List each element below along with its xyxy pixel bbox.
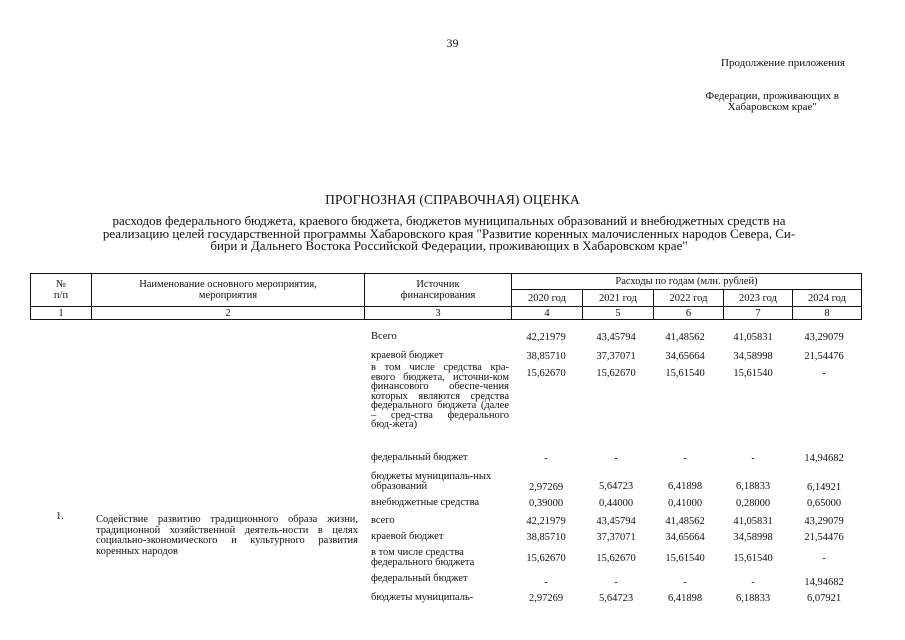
document-subtitle xyxy=(38,215,860,253)
col-name-header: Наименование основного мероприятия, мероприятия xyxy=(92,274,365,307)
value-2021: 37,37071 xyxy=(596,532,636,543)
funding-source: краевой бюджет xyxy=(371,350,444,361)
value-2022: - xyxy=(683,453,687,464)
document-title: ПРОГНОЗНАЯ (СПРАВОЧНАЯ) ОЦЕНКА xyxy=(325,192,580,207)
value-2024: 43,29079 xyxy=(804,332,844,343)
year-header: 2024 год xyxy=(793,290,862,307)
header-caption-line1: Федерации, проживающих в xyxy=(705,90,839,102)
value-2020: 15,62670 xyxy=(526,553,566,564)
value-2024: 6,14921 xyxy=(806,482,842,493)
value-2022: 41,48562 xyxy=(665,516,705,527)
value-2021: 37,37071 xyxy=(596,351,636,362)
funding-source: всего xyxy=(371,515,395,526)
value-2021: 43,45794 xyxy=(596,516,636,527)
value-2023: 6,18833 xyxy=(735,593,771,604)
value-2023: 15,61540 xyxy=(733,368,773,379)
value-2020: 0,39000 xyxy=(528,498,564,509)
value-2023: 41,05831 xyxy=(733,332,773,343)
year-header: 2021 год xyxy=(583,290,654,307)
column-number: 4 xyxy=(512,307,583,320)
value-2023: - xyxy=(751,453,755,464)
continuation-note: Продолжение приложения xyxy=(721,57,845,69)
funding-source: в том числе средства федерального бюджета xyxy=(371,547,475,568)
subtitle-line3: бири и Дальнего Востока Российской Федерации, проживающих в Хабаровском крае" xyxy=(210,238,688,253)
value-2021: 5,64723 xyxy=(598,481,634,492)
funding-source: Всего xyxy=(371,331,397,342)
funding-source: федеральный бюджет xyxy=(371,452,468,463)
year-header: 2023 год xyxy=(724,290,793,307)
value-2021: 15,62670 xyxy=(596,368,636,379)
value-2023: 15,61540 xyxy=(733,553,773,564)
col-source-header: Источник финансирования xyxy=(365,274,512,307)
value-2021: 43,45794 xyxy=(596,332,636,343)
header-caption-line2: Хабаровском крае" xyxy=(727,101,817,113)
funding-source: федеральный бюджет xyxy=(371,573,468,584)
value-2021: - xyxy=(614,453,618,464)
col-number-header: № п/п xyxy=(31,274,92,307)
funding-source: в том числе средства кра-евого бюджета, источни-ком финансового обеспе-чения которых являются средства федерального бюджета (далее – сред-ства федерального бюд-жета) xyxy=(371,362,509,430)
value-2023: 34,58998 xyxy=(733,532,773,543)
col-expenses-header: Расходы по годам (млн. рублей) xyxy=(512,274,862,290)
value-2020: - xyxy=(544,453,548,464)
value-2024: 21,54476 xyxy=(804,532,844,543)
value-2021: 15,62670 xyxy=(596,553,636,564)
subtitle-line2: реализацию целей государственной программы Хабаровского края "Развитие коренных малочисленных народов Севера, Си- xyxy=(102,225,796,241)
value-2024: - xyxy=(822,368,826,379)
value-2020: 2,97269 xyxy=(528,593,564,604)
value-2024: - xyxy=(822,553,826,564)
value-2022: 6,41898 xyxy=(667,593,703,604)
value-2022: 41,48562 xyxy=(665,332,705,343)
value-2021: 0,44000 xyxy=(598,498,634,509)
value-2020: 15,62670 xyxy=(526,368,566,379)
value-2023: 34,58998 xyxy=(733,351,773,362)
value-2023: 6,18833 xyxy=(735,481,771,492)
value-2020: 42,21979 xyxy=(526,516,566,527)
value-2024: 21,54476 xyxy=(804,351,844,362)
value-2021: 5,64723 xyxy=(598,593,634,604)
funding-source: краевой бюджет xyxy=(371,531,444,542)
expenses-table-header xyxy=(30,273,862,320)
column-number: 2 xyxy=(92,307,365,320)
value-2024: 14,94682 xyxy=(804,453,844,464)
column-number: 5 xyxy=(583,307,654,320)
value-2022: 34,65664 xyxy=(665,351,705,362)
column-number: 7 xyxy=(724,307,793,320)
funding-source: внебюджетные средства xyxy=(371,497,480,508)
value-2022: 6,41898 xyxy=(667,481,703,492)
value-2024: 14,94682 xyxy=(804,577,844,588)
value-2022: - xyxy=(683,577,687,588)
year-header: 2022 год xyxy=(654,290,724,307)
column-number: 3 xyxy=(365,307,512,320)
value-2023: - xyxy=(751,577,755,588)
header-caption xyxy=(706,91,840,113)
value-2023: 0,28000 xyxy=(735,498,771,509)
value-2020: 38,85710 xyxy=(526,532,566,543)
value-2022: 0,41000 xyxy=(667,498,703,509)
value-2020: 38,85710 xyxy=(526,351,566,362)
page-number: 39 xyxy=(446,36,459,50)
value-2022: 34,65664 xyxy=(665,532,705,543)
value-2024: 43,29079 xyxy=(804,516,844,527)
value-2023: 41,05831 xyxy=(733,516,773,527)
column-number: 8 xyxy=(793,307,862,320)
value-2024: 6,07921 xyxy=(806,593,842,604)
value-2020: 2,97269 xyxy=(528,482,564,493)
activity-name: Содействие развитию традиционного образа жизни, традиционной хозяйственной деятель-ности в целях социально-экономического и культурного развития коренных народов xyxy=(96,514,358,557)
year-header: 2020 год xyxy=(512,290,583,307)
funding-source: бюджеты муниципаль- xyxy=(371,592,474,603)
subtitle-line1: расходов федерального бюджета, краевого бюджета, бюджетов муниципальных образований и внебюджетных средств на xyxy=(112,213,786,228)
value-2020: - xyxy=(544,577,548,588)
value-2024: 0,65000 xyxy=(806,498,842,509)
value-2022: 15,61540 xyxy=(665,368,705,379)
value-2020: 42,21979 xyxy=(526,332,566,343)
funding-source: бюджеты муниципаль-ных образований xyxy=(371,471,492,492)
column-number: 6 xyxy=(654,307,724,320)
value-2022: 15,61540 xyxy=(665,553,705,564)
column-number: 1 xyxy=(31,307,92,320)
value-2021: - xyxy=(614,577,618,588)
activity-number: 1. xyxy=(56,511,64,522)
